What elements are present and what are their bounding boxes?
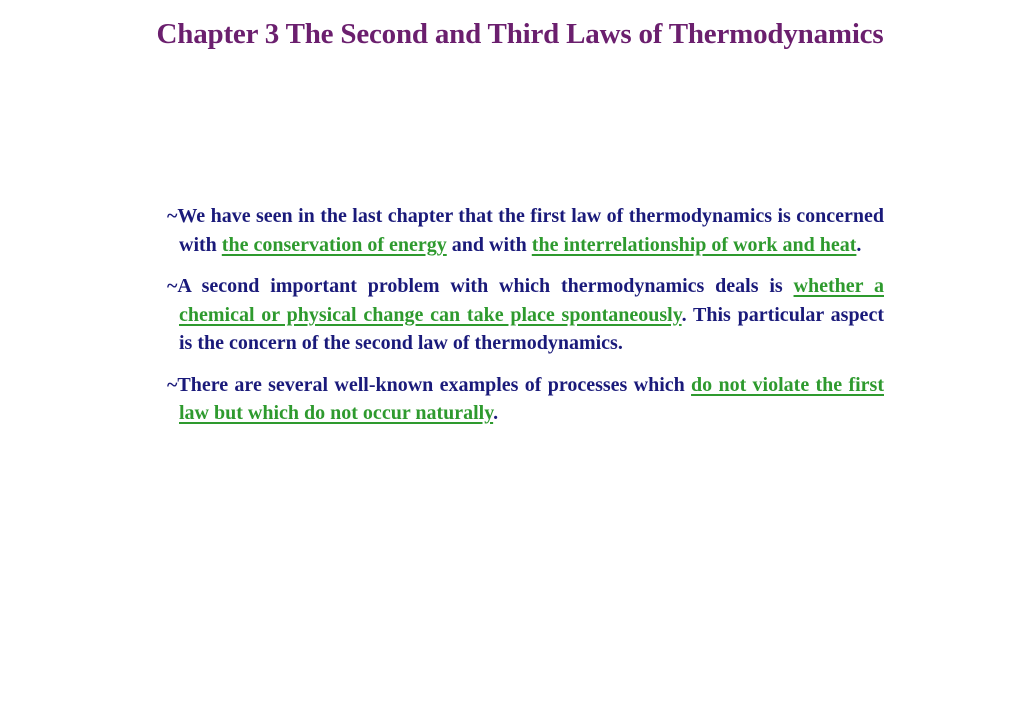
highlight-not-natural-processes: do not violate the first law but which do not occur naturally: [179, 373, 884, 424]
paragraph-second-law: [167, 272, 884, 358]
slide-body: [167, 202, 884, 441]
paragraph-first-law: [167, 202, 884, 259]
paragraph-text: ~There are several well-known examples of processes which: [167, 373, 692, 396]
paragraph-text: .: [493, 402, 499, 424]
highlight-conservation-of-energy: the conservation of energy: [221, 233, 447, 256]
paragraph-examples: [167, 371, 884, 428]
paragraph-text: ~We have seen in the last chapter that the first law of thermodynamics is concerned with: [167, 205, 884, 256]
paragraph-text: and with: [446, 233, 532, 256]
highlight-spontaneous-change: whether a chemical or physical change can take place spontaneously: [179, 275, 884, 326]
page-title: Chapter 3 The Second and Third Laws of Thermodynamics: [156, 18, 884, 50]
paragraph-text: .: [856, 233, 862, 256]
paragraph-text: ~A second important problem with which thermodynamics deals is: [167, 275, 794, 297]
highlight-work-and-heat: the interrelationship of work and heat: [531, 233, 857, 256]
paragraph-text: . This particular aspect is the concern of the second law of thermodynamics.: [179, 303, 884, 354]
